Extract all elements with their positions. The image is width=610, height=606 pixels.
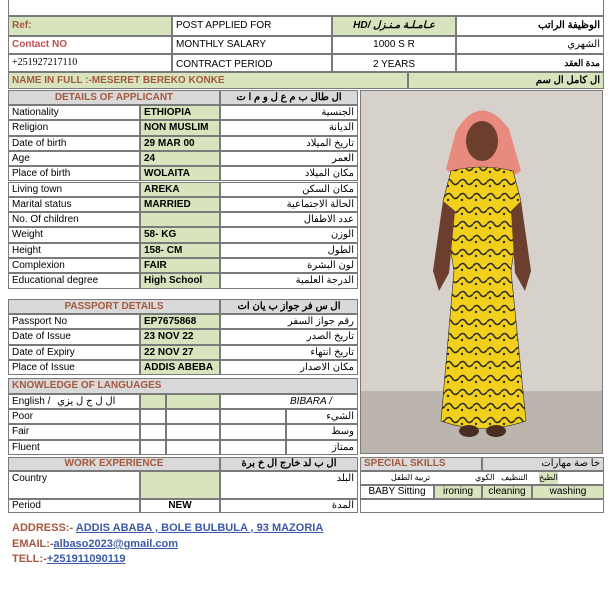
language-check-english-2[interactable] [166, 424, 220, 439]
address-line [12, 522, 323, 534]
detail-ar: الجنسية [220, 105, 358, 120]
email-line [12, 538, 178, 550]
passport-ar: تاريخ انتهاء [220, 345, 358, 360]
skills-blank [360, 499, 604, 513]
passport-ar: مكان الاصدار [220, 360, 358, 375]
country-value [140, 471, 220, 499]
skill-item: cleaning [482, 485, 532, 499]
tell-value[interactable]: +251911090119 [46, 553, 126, 565]
language-check-arabic[interactable] [220, 409, 286, 424]
languages-title: KNOWLEDGE OF LANGUAGES [8, 378, 358, 394]
period-ar: المدة [220, 499, 358, 513]
passport-ar: تاريخ الصدر [220, 329, 358, 344]
detail-ar: الديانة [220, 120, 358, 135]
work-title: WORK EXPERIENCE [8, 457, 220, 471]
address-label: ADDRESS:- [12, 522, 74, 534]
english-label [8, 394, 140, 409]
language-check-english[interactable] [140, 424, 166, 439]
skills-title-ar: خا صة مهارات [482, 457, 604, 471]
detail-ar: الوزن [220, 227, 358, 242]
post-applied-ar: الوظيفة الراتب [456, 16, 604, 36]
contact-label: Contact NO [8, 36, 172, 54]
full-name: NAME IN FULL :-MESERET BEREKO KONKE [8, 72, 408, 89]
contract-period-label: CONTRACT PERIOD [172, 54, 332, 72]
detail-label: Date of birth [8, 136, 140, 151]
details-title: DETAILS OF APPLICANT [8, 90, 220, 105]
period-value: NEW [140, 499, 220, 513]
detail-label: Complexion [8, 258, 140, 273]
language-check-english[interactable] [140, 409, 166, 424]
detail-label: Place of birth [8, 166, 140, 181]
detail-label: Religion [8, 120, 140, 135]
skill-ar-baby: تربية الطفل [391, 473, 431, 482]
passport-ar: رقم جواز السفر [220, 314, 358, 329]
arabic-label [220, 394, 358, 409]
passport-label: Passport No [8, 314, 140, 329]
passport-title-ar: ال س فر جواز ب يان ات [220, 299, 358, 314]
passport-value: EP7675868 [140, 314, 220, 329]
detail-ar: الدرجة العلمية [220, 273, 358, 288]
post-applied-label: POST APPLIED FOR [172, 16, 332, 36]
detail-label: Living town [8, 182, 140, 197]
passport-label: Place of Issue [8, 360, 140, 375]
email-label: EMAIL:- [12, 538, 54, 550]
passport-value: ADDIS ABEBA [140, 360, 220, 375]
language-level-ar: الشيء [286, 409, 358, 424]
language-level-label: Poor [8, 409, 140, 424]
detail-value: FAIR [140, 258, 220, 273]
passport-value: 22 NOV 27 [140, 345, 220, 360]
detail-ar: العمر [220, 151, 358, 166]
detail-label: Marital status [8, 197, 140, 212]
period-label: Period [8, 499, 140, 513]
detail-value: WOLAITA [140, 166, 220, 181]
detail-ar: الحالة الاجتماعية [220, 197, 358, 212]
work-title-ar: ال ب لد خارج ال خ برة [220, 457, 358, 471]
tell-label: TELL:- [12, 553, 47, 565]
contract-period-ar: مدة العقد [456, 54, 604, 72]
english-check-1 [140, 394, 166, 409]
language-level-ar: ممتاز [286, 440, 358, 455]
detail-label: Nationality [8, 105, 140, 120]
details-title-ar: ال طال ب م ع ل و م ا ت [220, 90, 358, 105]
monthly-salary-ar: الشهري [456, 36, 604, 54]
detail-value [140, 212, 220, 227]
language-level-ar: وسط [286, 424, 358, 439]
skill-item: BABY Sitting [360, 485, 434, 499]
detail-ar: لون البشرة [220, 258, 358, 273]
applicant-photo [360, 90, 603, 454]
monthly-salary-label: MONTHLY SALARY [172, 36, 332, 54]
language-check-english[interactable] [140, 440, 166, 455]
skill-ar-washing: الطبخ [539, 473, 558, 482]
phone-number: +251927217110 [8, 54, 172, 72]
english-ar: ال ل ج ل يزي [57, 396, 116, 407]
post-applied-value: HD/ عـامـلـة مـنـزل [332, 16, 456, 36]
detail-label: Educational degree [8, 273, 140, 288]
detail-label: No. Of children [8, 212, 140, 227]
language-check-english-2[interactable] [166, 440, 220, 455]
detail-value: 24 [140, 151, 220, 166]
passport-value: 23 NOV 22 [140, 329, 220, 344]
detail-value: 58- KG [140, 227, 220, 242]
skills-title: SPECIAL SKILLS [360, 457, 482, 471]
language-check-english-2[interactable] [166, 409, 220, 424]
skill-item: ironing [434, 485, 482, 499]
language-check-arabic[interactable] [220, 424, 286, 439]
top-strip [8, 0, 604, 16]
passport-label: Date of Expiry [8, 345, 140, 360]
skill-ar-cleaning: التنظيف [501, 473, 528, 482]
monthly-salary-value: 1000 S R [332, 36, 456, 54]
language-level-label: Fluent [8, 440, 140, 455]
skills-ar-row [360, 471, 604, 485]
language-level-label: Fair [8, 424, 140, 439]
full-name-ar: ال كامل ال سم [408, 72, 604, 89]
skill-item: washing [532, 485, 604, 499]
detail-value: NON MUSLIM [140, 120, 220, 135]
ref-label: Ref: [8, 16, 172, 36]
detail-label: Weight [8, 227, 140, 242]
detail-value: 158- CM [140, 243, 220, 258]
passport-label: Date of Issue [8, 329, 140, 344]
detail-value: 29 MAR 00 [140, 136, 220, 151]
detail-ar: مكان الميلاد [220, 166, 358, 181]
detail-value: High School [140, 273, 220, 288]
arabic-text: BIBARA / [290, 396, 332, 407]
detail-value: AREKA [140, 182, 220, 197]
detail-ar: عدد الاطفال [220, 212, 358, 227]
english-text: English / [12, 396, 51, 407]
tell-line [12, 553, 125, 565]
country-ar: البلد [220, 471, 358, 499]
detail-ar: الطول [220, 243, 358, 258]
applicant-photo-illustration [361, 91, 603, 454]
country-label: Country [8, 471, 140, 499]
detail-value: ETHIOPIA [140, 105, 220, 120]
skill-ar-ironing: الكوي [475, 473, 495, 482]
detail-value: MARRIED [140, 197, 220, 212]
detail-label: Age [8, 151, 140, 166]
detail-label: Height [8, 243, 140, 258]
contract-period-value: 2 YEARS [332, 54, 456, 72]
address-value: ADDIS ABABA , BOLE BULBULA , 93 MAZORIA [75, 522, 324, 534]
detail-ar: تاريخ الميلاد [220, 136, 358, 151]
english-check-2 [166, 394, 220, 409]
language-check-arabic[interactable] [220, 440, 286, 455]
passport-title: PASSPORT DETAILS [8, 299, 220, 314]
detail-ar: مكان السكن [220, 182, 358, 197]
email-value[interactable]: albaso2023@gmail.com [53, 538, 178, 550]
